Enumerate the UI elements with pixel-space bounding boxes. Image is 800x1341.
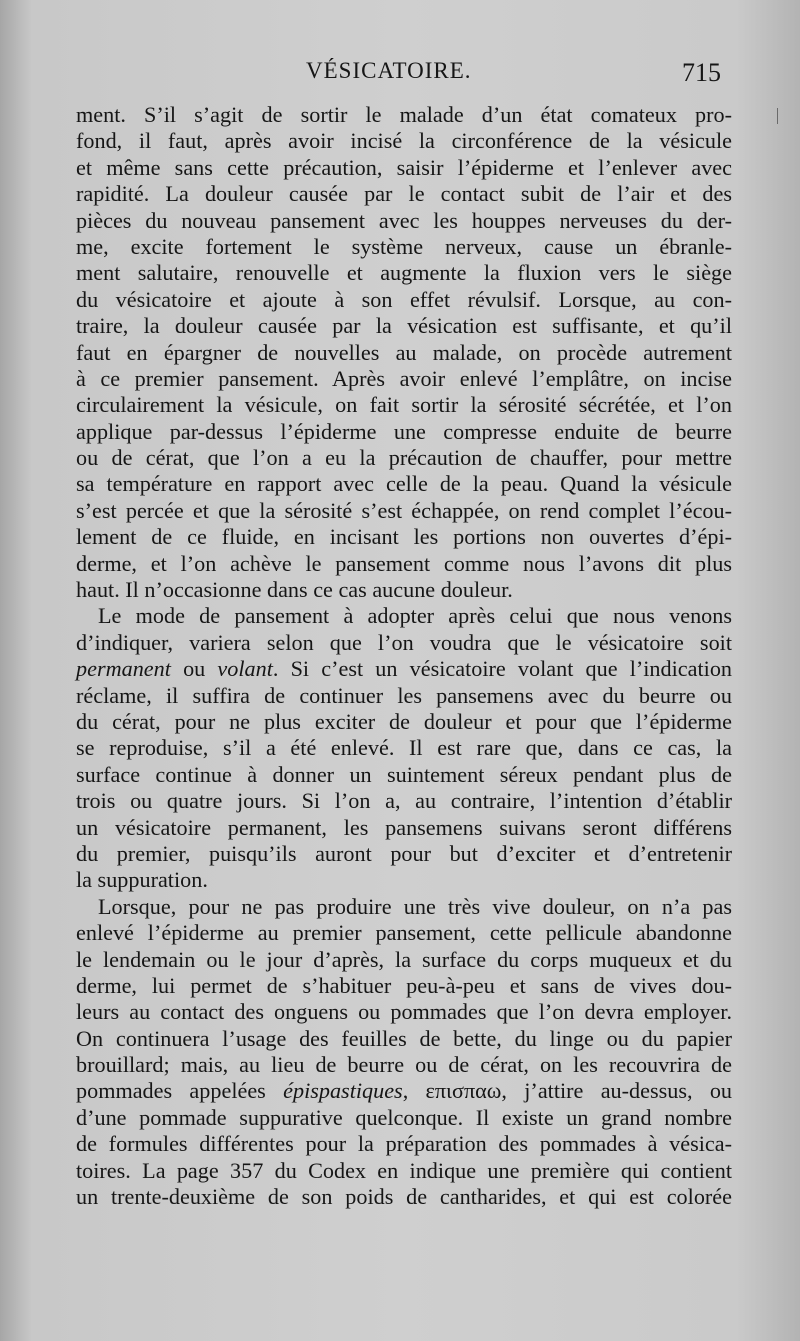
text-line: enlevé l’épiderme au premier pansement, cette pellicule abandonne <box>76 920 732 946</box>
text-line: du premier, puisqu’ils auront pour but d’exciter et d’entretenir <box>76 840 732 866</box>
text-line: fond, il faut, après avoir incisé la circonférence de la vésicule <box>76 128 732 154</box>
text-line: réclame, il suffira de continuer les pansemens avec du beurre ou <box>76 682 732 708</box>
text-line: Le mode de pansement à adopter après celui que nous venons <box>98 603 732 629</box>
text-line: Lorsque, pour ne pas produire une très vive douleur, on n’a pas <box>98 893 732 919</box>
page-number: 715 <box>682 58 721 87</box>
body-text <box>76 102 732 1210</box>
text-line: se reproduise, s’il a été enlevé. Il est rare que, dans ce cas, la <box>76 735 732 761</box>
text-line: du cérat, pour ne plus exciter de douleur et pour que l’épiderme <box>76 708 732 734</box>
italic-term: permanent <box>76 656 171 682</box>
italic-term: volant <box>217 656 273 682</box>
text-line: surface continue à donner un suintement séreux pendant plus de <box>76 761 732 787</box>
text-line: d’indiquer, variera selon que l’on voudra que le vésicatoire soit <box>76 629 732 655</box>
text-line: d’une pommade suppurative quelconque. Il existe un grand nombre <box>76 1104 732 1130</box>
text-line: brouillard; mais, au lieu de beurre ou de cérat, on les recouvrira de <box>76 1052 732 1078</box>
text-line: pièces du nouveau pansement avec les houppes nerveuses du der- <box>76 207 732 233</box>
text-line: faut en épargner de nouvelles au malade, on procède autrement <box>76 339 732 365</box>
text-line: ou de cérat, que l’on a eu la précaution de chauffer, pour mettre <box>76 445 732 471</box>
text-line: lement de ce fluide, en incisant les portions non ouvertes d’épi- <box>76 524 732 550</box>
text-line: et même sans cette précaution, saisir l’épiderme et l’enlever avec <box>76 154 732 180</box>
text-line: On continuera l’usage des feuilles de bette, du linge ou du papier <box>76 1025 732 1051</box>
text-line: derme, lui permet de s’habituer peu-à-peu et sans de vives dou- <box>76 972 732 998</box>
text-line: derme, et l’on achève le pansement comme nous l’avons dit plus <box>76 550 732 576</box>
text-line: s’est percée et que la sérosité s’est échappée, on rend complet l’écou- <box>76 497 732 523</box>
text-line: sa température en rapport avec celle de la peau. Quand la vésicule <box>76 471 732 497</box>
running-title: VÉSICATOIRE. <box>306 58 472 83</box>
text-line: applique par-dessus l’épiderme une compresse enduite de beurre <box>76 418 732 444</box>
text-line: circulairement la vésicule, on fait sortir la sérosité sécrétée, et l’on <box>76 392 732 418</box>
page-header <box>0 58 800 98</box>
paragraph-3 <box>76 894 732 1211</box>
text-line: permanent ou volant. Si c’est un vésicatoire volant que l’indication <box>76 656 733 682</box>
text-line: à ce premier pansement. Après avoir enlevé l’emplâtre, on incise <box>76 365 732 391</box>
text-line: rapidité. La douleur causée par le contact subit de l’air et des <box>76 181 732 207</box>
text-line: haut. Il n’occasionne dans ce cas aucune douleur. <box>76 577 513 603</box>
text-line: traire, la douleur causée par la vésication est suffisante, et qu’il <box>76 313 732 339</box>
text-line: du vésicatoire et ajoute à son effet révulsif. Lorsque, au con- <box>76 286 732 312</box>
text-line: un trente-deuxième de son poids de cantharides, et qui est colorée <box>76 1184 732 1210</box>
text-line: toires. La page 357 du Codex en indique une première qui contient <box>76 1157 732 1183</box>
text-line: leurs au contact des onguens ou pommades que l’on devra employer. <box>76 999 732 1025</box>
text-line: la suppuration. <box>76 867 208 893</box>
text-line: le lendemain ou le jour d’après, la surface du corps muqueux et du <box>76 946 732 972</box>
text-line: de formules différentes pour la préparation des pommades à vésica- <box>76 1131 732 1157</box>
text-line: ment. S’il s’agit de sortir le malade d’un état comateux pro- <box>76 102 732 127</box>
italic-term: épispastiques <box>283 1078 403 1104</box>
text-line: pommades appelées épispastiques, επισπαω, j’attire au-dessus, ou <box>76 1078 733 1104</box>
margin-mark <box>777 108 778 124</box>
text-line: trois ou quatre jours. Si l’on a, au contraire, l’intention d’établir <box>76 788 732 814</box>
text-line: me, excite fortement le système nerveux, cause un ébranle- <box>76 233 732 259</box>
text-line: un vésicatoire permanent, les pansemens suivans seront différens <box>76 814 732 840</box>
paragraph-1 <box>76 102 732 603</box>
paragraph-2 <box>76 603 732 893</box>
text-line: ment salutaire, renouvelle et augmente la fluxion vers le siège <box>76 260 732 286</box>
